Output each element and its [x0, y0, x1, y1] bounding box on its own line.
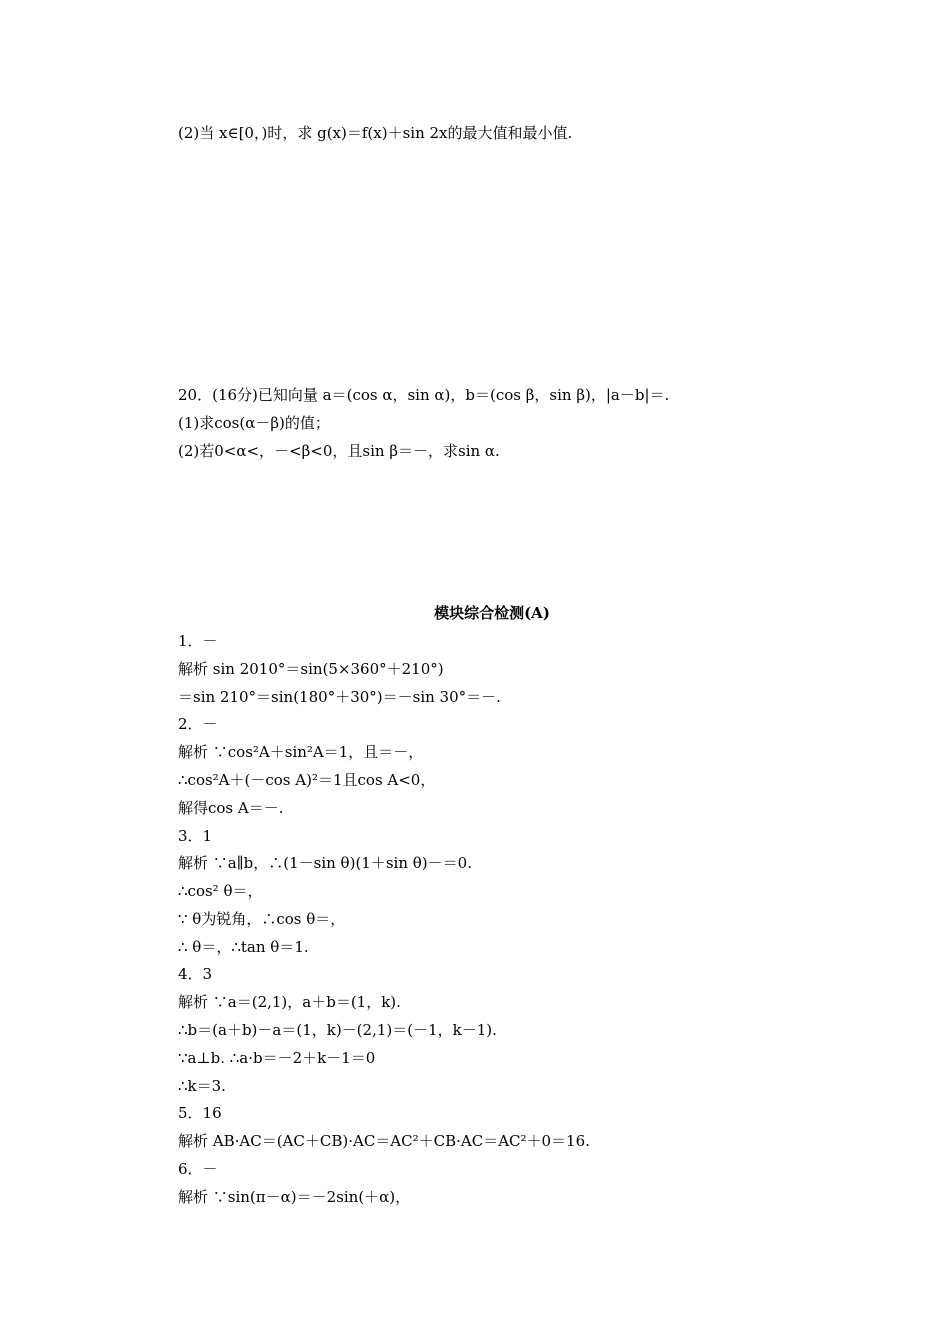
answer-line: 1．－ — [178, 632, 218, 650]
answer-line: ∵a⊥b. ∴a·b＝－2＋k－1＝0 — [178, 1049, 376, 1067]
answer-line: 解析 ∵sin(π－α)＝－2sin(＋α)， — [178, 1188, 411, 1206]
question-19-part-2: (2)当 x∈[0，)时，求 g(x)＝f(x)＋sin 2x的最大值和最小值. — [178, 124, 573, 142]
question-20-header: 20．(16分)已知向量 a＝(cos α，sin α)，b＝(cos β，sin β)，|a－b|＝. — [178, 386, 670, 404]
answer-line: 解析 ∵cos²A＋sin²A＝1，且＝－， — [178, 743, 424, 761]
answer-line: ∴k＝3. — [178, 1077, 226, 1095]
question-20-part-2: (2)若0<α<，－<β<0，且sin β＝－，求sin α. — [178, 442, 500, 460]
answer-line: 4．3 — [178, 965, 213, 983]
answer-line: 解析 ∵a∥b，∴(1－sin θ)(1＋sin θ)－＝0. — [178, 854, 472, 872]
answer-line: 解得cos A＝－. — [178, 799, 284, 817]
section-title: 模块综合检测(A) — [434, 604, 550, 622]
question-20-part-1: (1)求cos(α－β)的值； — [178, 414, 330, 432]
answer-line: 2．－ — [178, 715, 218, 733]
answer-line: 6．－ — [178, 1160, 218, 1178]
answer-line: ∴cos²A＋(－cos A)²＝1且cos A<0， — [178, 771, 436, 789]
answer-line: 5．16 — [178, 1104, 222, 1122]
answer-line: ∴b＝(a＋b)－a＝(1，k)－(2,1)＝(－1，k－1). — [178, 1021, 497, 1039]
answer-line: 解析 sin 2010°＝sin(5×360°＋210°) — [178, 660, 444, 678]
answer-line: ＝sin 210°＝sin(180°＋30°)＝－sin 30°＝－. — [178, 688, 501, 706]
answer-line: 解析 ∵a＝(2,1)，a＋b＝(1，k). — [178, 993, 401, 1011]
answer-line: ∴ θ＝，∴tan θ＝1. — [178, 938, 309, 956]
answer-line: ∴cos² θ＝， — [178, 882, 263, 900]
answer-line: 解析 AB·AC＝(AC＋CB)·AC＝AC²＋CB·AC＝AC²＋0＝16. — [178, 1132, 590, 1150]
answer-line: ∵ θ为锐角，∴cos θ＝， — [178, 910, 346, 928]
answer-line: 3．1 — [178, 827, 213, 845]
